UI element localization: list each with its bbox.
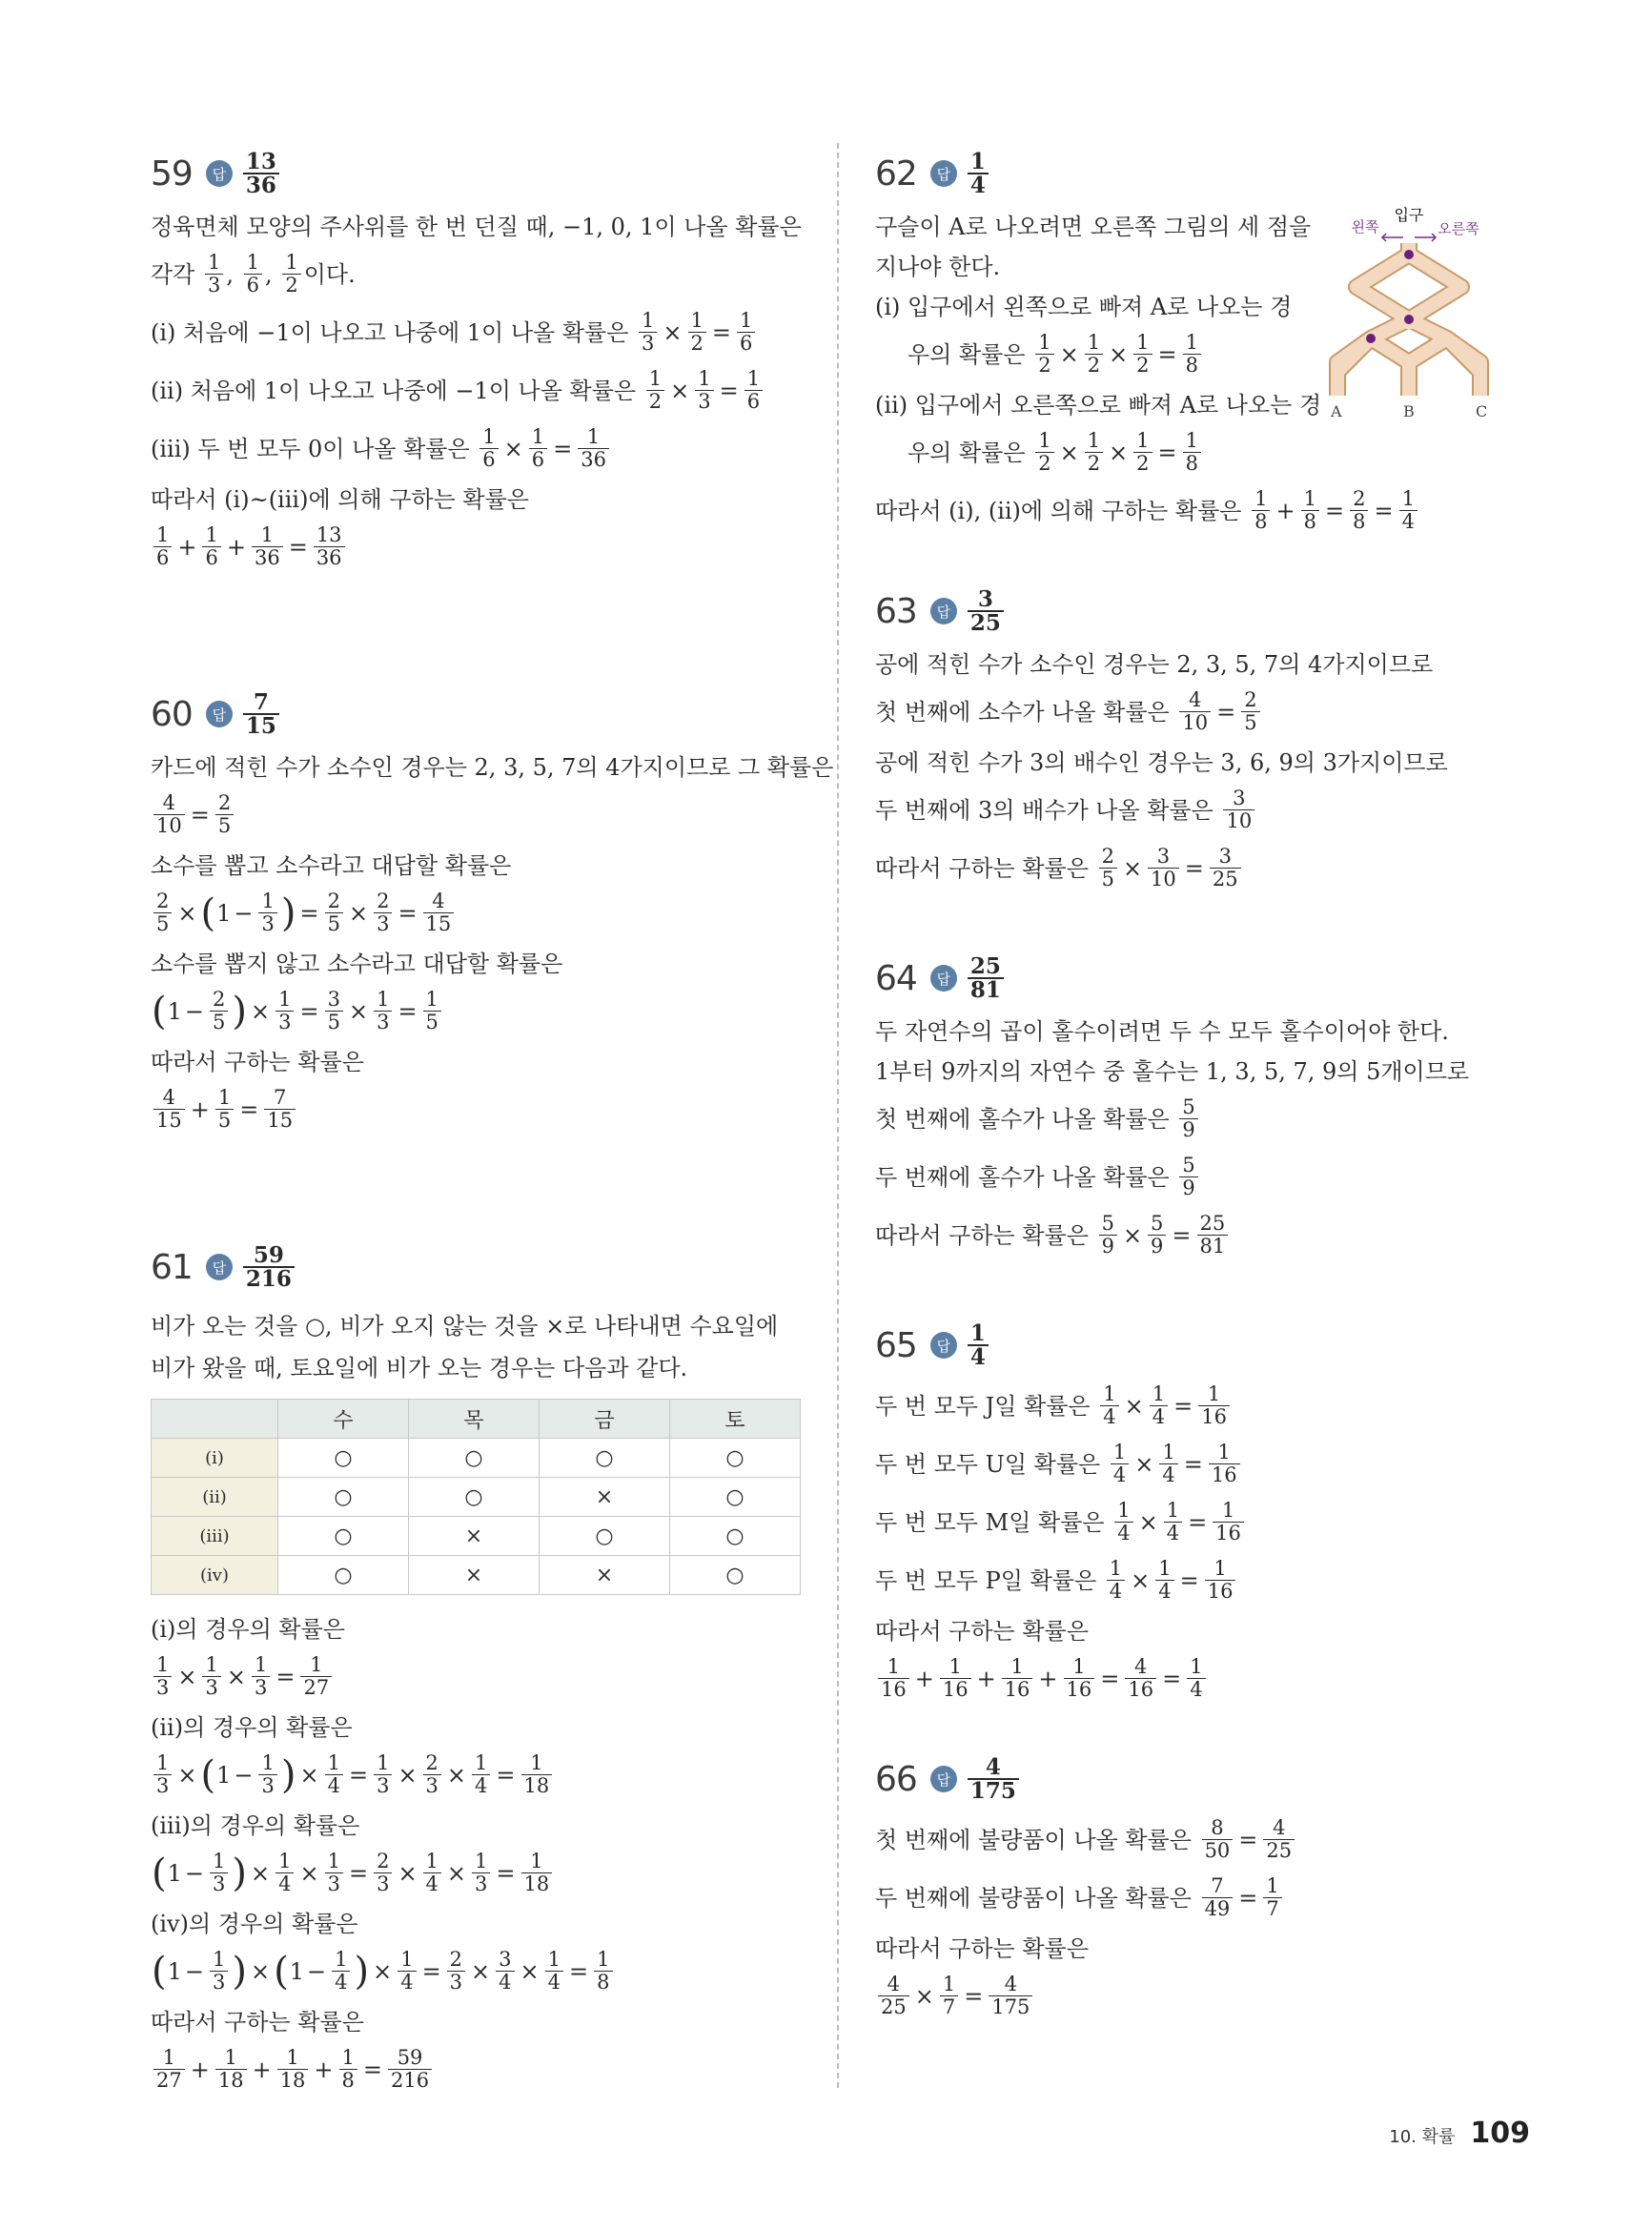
problem-header bbox=[875, 1315, 1523, 1376]
text-line: 정육면체 모양의 주사위를 한 번 던질 때, −1, 0, 1이 나올 확률은 bbox=[151, 214, 802, 240]
table-row: (ⅰ) ○ ○ ○ ○ bbox=[152, 1439, 801, 1478]
problem-number: 61 bbox=[151, 1247, 193, 1287]
exit-label-a: A bbox=[1331, 402, 1342, 420]
problem-63 bbox=[875, 581, 1523, 890]
text-line: (ⅰ)의 경우의 확률은 bbox=[151, 1616, 345, 1643]
answer-badge: 답 bbox=[206, 701, 233, 727]
answer-badge: 답 bbox=[930, 1766, 957, 1792]
table-row: (ⅱ) ○ ○ × ○ bbox=[152, 1478, 801, 1517]
text-line: 따라서 구하는 확률은 bbox=[875, 1618, 1089, 1645]
path-point bbox=[1404, 315, 1414, 324]
problem-61 bbox=[151, 1237, 801, 2092]
marble-path-figure bbox=[1314, 195, 1542, 424]
text-line: (ⅱ) 입구에서 오른쪽으로 빠져 A로 나오는 경 bbox=[875, 392, 1322, 419]
text-line: (ⅳ)의 경우의 확률은 bbox=[151, 1911, 358, 1937]
text-line: 지나야 한다. bbox=[875, 254, 1001, 280]
text-line: 공에 적힌 수가 3의 배수인 경우는 3, 6, 9의 3가지이므로 bbox=[875, 749, 1448, 776]
math-line: (ⅱ) 처음에 1이 나오고 나중에 −1이 나올 확률은 $\frac{1}{2}$ × $\frac{1}{3}$ = $\frac{1}{6}$ bbox=[151, 368, 801, 413]
math-line: 첫 번째에 소수가 나올 확률은 $\frac{4}{10}$ = $\frac{2}{5}$ bbox=[875, 689, 1523, 734]
left-label: 왼쪽 bbox=[1351, 218, 1379, 235]
table-header: 토 bbox=[670, 1400, 801, 1439]
problem-59 bbox=[151, 143, 801, 569]
page-footer bbox=[1389, 2117, 1530, 2150]
math-line: $\frac{4}{10}$ = $\frac{2}{5}$ bbox=[151, 792, 801, 837]
chapter-label: 10. 확률 bbox=[1389, 2127, 1456, 2147]
math-line: $\frac{4}{25}$ × $\frac{1}{7}$ = $\frac{4}{175}$ bbox=[875, 1974, 1523, 2018]
text-line: 두 자연수의 곱이 홀수이려면 두 수 모두 홀수이어야 한다. bbox=[875, 1018, 1449, 1045]
problem-header bbox=[875, 1749, 1523, 1810]
text-line: 카드에 적힌 수가 소수인 경우는 2, 3, 5, 7의 4가지이므로 그 확률은 bbox=[151, 754, 834, 781]
text-line: 따라서 구하는 확률은 bbox=[875, 1935, 1089, 1962]
answer-badge: 답 bbox=[930, 1332, 957, 1359]
problem-60 bbox=[151, 684, 834, 1132]
problem-number: 59 bbox=[151, 153, 193, 194]
math-line: (ⅲ) 두 번 모두 0이 나올 확률은 $\frac{1}{6}$ × $\frac{1}{6}$ = $\frac{1}{36}$ bbox=[151, 426, 801, 471]
answer-fraction: $\frac{4}{175}$ bbox=[968, 1756, 1019, 1802]
problem-header bbox=[151, 1237, 801, 1298]
problem-number: 64 bbox=[875, 958, 917, 998]
text-line: 따라서 (ⅰ)~(ⅲ)에 의해 구하는 확률은 bbox=[151, 486, 529, 513]
math-line: ( 1 − $\frac{2}{5}$ ) × $\frac{1}{3}$ = $\frac{3}{5}$ × $\frac{1}{3}$ = $\frac{1}{5}$ bbox=[151, 989, 801, 1033]
math-line: 두 번째에 불량품이 나올 확률은 $\frac{7}{49}$ = $\frac{1}{7}$ bbox=[875, 1875, 1523, 1920]
problem-header bbox=[875, 581, 1523, 642]
math-line: 첫 번째에 불량품이 나올 확률은 $\frac{8}{50}$ = $\frac{4}{25}$ bbox=[875, 1817, 1523, 1862]
math-line: (ⅰ) 처음에 −1이 나오고 나중에 1이 나올 확률은 $\frac{1}{3}$ × $\frac{1}{2}$ = $\frac{1}{6}$ bbox=[151, 310, 801, 355]
path-point bbox=[1404, 250, 1414, 259]
math-line: $\frac{4}{15}$ + $\frac{1}{5}$ = $\frac{7}{15}$ bbox=[151, 1087, 801, 1132]
problem-65 bbox=[875, 1315, 1523, 1701]
text-paragraph: 비가 오는 것을 ○, 비가 오지 않는 것을 ×로 나타내면 수요일에 비가 왔을 때, 토요일에 비가 오는 경우는 다음과 같다. bbox=[151, 1313, 779, 1381]
math-line: $\frac{1}{6}$ + $\frac{1}{6}$ + $\frac{1}{36}$ = $\frac{13}{36}$ bbox=[151, 524, 801, 569]
text-line: 따라서 구하는 확률은 bbox=[151, 2009, 364, 2036]
math-line: 우의 확률은 $\frac{1}{2}$ × $\frac{1}{2}$ × $\frac{1}{2}$ = $\frac{1}{8}$ bbox=[875, 430, 1523, 475]
math-line: 두 번 모두 J일 확률은 $\frac{1}{4}$ × $\frac{1}{4}$ = $\frac{1}{16}$ bbox=[875, 1383, 1523, 1428]
table-header: 금 bbox=[540, 1400, 670, 1439]
text-line: 소수를 뽑지 않고 소수라고 대답할 확률은 bbox=[151, 951, 563, 977]
math-line: 두 번째에 3의 배수가 나올 확률은 $\frac{3}{10}$ bbox=[875, 788, 1523, 832]
problem-header bbox=[875, 948, 1523, 1009]
answer-badge: 답 bbox=[206, 1254, 233, 1280]
right-column bbox=[875, 143, 1523, 2032]
answer-fraction: $\frac{7}{15}$ bbox=[243, 691, 279, 737]
exit-label-c: C bbox=[1476, 402, 1488, 420]
text-line: 소수를 뽑고 소수라고 대답할 확률은 bbox=[151, 852, 512, 879]
math-line: ( 1 − $\frac{1}{3}$ ) × $\frac{1}{4}$ × $\frac{1}{3}$ = $\frac{2}{3}$ × $\frac{1}{4}$ × $\frac{1}{3}$ = $\frac{1}{18}$ bbox=[151, 1851, 801, 1895]
answer-badge: 답 bbox=[930, 598, 957, 624]
table-header: 수 bbox=[278, 1400, 409, 1439]
text-line: (ⅰ) 입구에서 왼쪽으로 빠져 A로 나오는 경 bbox=[875, 294, 1293, 320]
problem-number: 60 bbox=[151, 694, 193, 734]
text-line: 공에 적힌 수가 소수인 경우는 2, 3, 5, 7의 4가지이므로 bbox=[875, 651, 1434, 678]
entrance-label: 입구 bbox=[1394, 206, 1424, 224]
math-line: 따라서 구하는 확률은 $\frac{2}{5}$ × $\frac{3}{10}$ = $\frac{3}{25}$ bbox=[875, 846, 1523, 890]
math-line: 두 번 모두 M일 확률은 $\frac{1}{4}$ × $\frac{1}{4}$ = $\frac{1}{16}$ bbox=[875, 1500, 1523, 1545]
math-line: 첫 번째에 홀수가 나올 확률은 $\frac{5}{9}$ bbox=[875, 1096, 1523, 1141]
path-point bbox=[1366, 334, 1376, 343]
math-line: $\frac{1}{27}$ + $\frac{1}{18}$ + $\frac{1}{18}$ + $\frac{1}{8}$ = $\frac{59}{216}$ bbox=[151, 2047, 801, 2092]
rain-case-table bbox=[151, 1399, 801, 1595]
column-divider bbox=[837, 143, 839, 2088]
math-line: 따라서 구하는 확률은 $\frac{5}{9}$ × $\frac{5}{9}$ = $\frac{25}{81}$ bbox=[875, 1213, 1523, 1258]
problem-64 bbox=[875, 948, 1523, 1258]
text-line: (ⅲ)의 경우의 확률은 bbox=[151, 1812, 360, 1839]
problem-header bbox=[151, 143, 801, 204]
math-line: $\frac{1}{3}$ × $\frac{1}{3}$ × $\frac{1}{3}$ = $\frac{1}{27}$ bbox=[151, 1654, 801, 1699]
answer-badge: 답 bbox=[930, 160, 957, 187]
pipe-diagram bbox=[1314, 195, 1542, 424]
table-header: 목 bbox=[409, 1400, 540, 1439]
exit-label-b: B bbox=[1403, 402, 1415, 420]
table-row: (ⅳ) ○ × × ○ bbox=[152, 1556, 801, 1595]
text-line: (ⅱ)의 경우의 확률은 bbox=[151, 1714, 353, 1741]
math-line: $\frac{2}{5}$ × ( 1 − $\frac{1}{3}$ ) = $\frac{2}{5}$ × $\frac{2}{3}$ = $\frac{4}{15}$ bbox=[151, 890, 801, 935]
left-column bbox=[151, 143, 834, 2105]
answer-badge: 답 bbox=[930, 965, 957, 992]
problem-number: 66 bbox=[875, 1759, 917, 1799]
answer-fraction: $\frac{59}{216}$ bbox=[243, 1244, 295, 1290]
problem-header bbox=[151, 684, 801, 745]
math-line: $\frac{1}{3}$ × ( 1 − $\frac{1}{3}$ ) × $\frac{1}{4}$ = $\frac{1}{3}$ × $\frac{2}{3}$ × $\frac{1}{4}$ = $\frac{1}{18}$ bbox=[151, 1752, 801, 1797]
math-line: 우의 확률은 $\frac{1}{2}$ × $\frac{1}{2}$ × $\frac{1}{2}$ = $\frac{1}{8}$ bbox=[875, 332, 1523, 377]
table-header-row bbox=[152, 1400, 801, 1439]
right-label: 오른쪽 bbox=[1438, 220, 1479, 237]
text-line: 1부터 9까지의 자연수 중 홀수는 1, 3, 5, 7, 9의 5개이므로 bbox=[875, 1058, 1470, 1085]
page-number: 109 bbox=[1470, 2117, 1530, 2150]
answer-fraction: $\frac{13}{36}$ bbox=[243, 151, 279, 196]
math-line: 각각 $\frac{1}{3}$ , $\frac{1}{6}$ , $\frac{1}{2}$ 이다. bbox=[151, 251, 356, 297]
answer-badge: 답 bbox=[206, 160, 233, 187]
problem-number: 65 bbox=[875, 1325, 917, 1365]
right-arrow-icon bbox=[1415, 234, 1436, 241]
answer-fraction: $\frac{1}{4}$ bbox=[968, 1322, 989, 1368]
math-line: $\frac{1}{16}$ + $\frac{1}{16}$ + $\frac{1}{16}$ + $\frac{1}{16}$ = $\frac{4}{16}$ = $\frac{1}{4}$ bbox=[875, 1656, 1523, 1701]
text-line: 따라서 구하는 확률은 bbox=[151, 1049, 364, 1075]
math-line: 두 번 모두 P일 확률은 $\frac{1}{4}$ × $\frac{1}{4}$ = $\frac{1}{16}$ bbox=[875, 1558, 1523, 1603]
text-line: 구슬이 A로 나오려면 오른쪽 그림의 세 점을 bbox=[875, 214, 1312, 240]
problem-66 bbox=[875, 1749, 1523, 2018]
math-line: 두 번째에 홀수가 나올 확률은 $\frac{5}{9}$ bbox=[875, 1155, 1523, 1199]
math-line: 두 번 모두 U일 확률은 $\frac{1}{4}$ × $\frac{1}{4}$ = $\frac{1}{16}$ bbox=[875, 1442, 1523, 1486]
math-line: ( 1 − $\frac{1}{3}$ ) × ( 1 − $\frac{1}{4}$ ) × $\frac{1}{4}$ = $\frac{2}{3}$ × $\frac{3}{4}$ × $\frac{1}{4}$ = $\frac{1}{8}$ bbox=[151, 1949, 801, 1994]
problem-number: 62 bbox=[875, 153, 917, 194]
problem-number: 63 bbox=[875, 591, 917, 631]
table-header bbox=[152, 1400, 278, 1439]
table-row: (ⅲ) ○ × ○ ○ bbox=[152, 1517, 801, 1556]
math-line: 따라서 (ⅰ), (ⅱ)에 의해 구하는 확률은 $\frac{1}{8}$ + $\frac{1}{8}$ = $\frac{2}{8}$ = $\frac{1}{4}$ bbox=[875, 488, 1523, 533]
answer-fraction: $\frac{3}{25}$ bbox=[968, 588, 1004, 634]
answer-fraction: $\frac{1}{4}$ bbox=[968, 151, 989, 196]
left-arrow-icon bbox=[1382, 234, 1403, 241]
answer-fraction: $\frac{25}{81}$ bbox=[968, 955, 1004, 1001]
